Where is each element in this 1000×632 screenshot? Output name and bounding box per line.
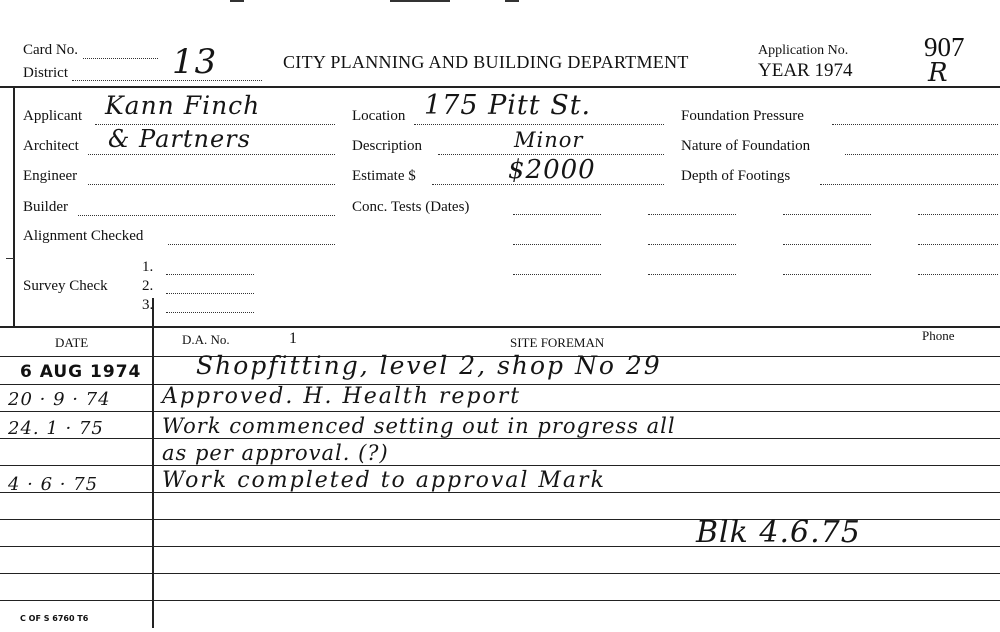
location-label: Location (352, 108, 406, 124)
table-top-rule (0, 326, 1000, 328)
conc-line (783, 214, 871, 215)
entry-date: 20 · 9 · 74 (8, 389, 111, 410)
entry-text: as per approval. (?) (162, 441, 389, 465)
application-no-value: 907 (924, 32, 965, 62)
district-label: District (23, 65, 68, 81)
margin-mark (6, 258, 14, 259)
card-no-line (83, 58, 158, 59)
estimate-value: $2000 (508, 155, 596, 185)
date-header: DATE (55, 335, 89, 350)
year-label: YEAR 1974 (758, 60, 853, 81)
builder-line (78, 215, 335, 216)
card-no-label: Card No. (23, 42, 78, 58)
conc-line (783, 274, 871, 275)
entry-text: Approved. H. Health report (162, 384, 522, 409)
description-label: Description (352, 138, 422, 154)
header-rule (0, 86, 1000, 88)
row-rule (0, 600, 1000, 601)
survey-number-3: 3. (142, 297, 154, 313)
survey-check-label: Survey Check (23, 278, 108, 294)
left-border (13, 86, 15, 328)
architect-value: & Partners (108, 125, 251, 153)
site-foreman-header: SITE FOREMAN (510, 335, 605, 350)
foundation-pressure-line (832, 124, 998, 125)
da-header: D.A. No. (182, 332, 230, 347)
architect-label: Architect (23, 138, 79, 154)
conc-line (648, 214, 736, 215)
application-suffix: R (928, 58, 949, 88)
alignment-label: Alignment Checked (23, 228, 144, 244)
form-code: C OF S 6760 T6 (20, 614, 89, 623)
conc-line (648, 244, 736, 245)
alignment-line (168, 244, 335, 245)
depth-footings-label: Depth of Footings (681, 168, 791, 184)
entry-date-stamp: 6 AUG 1974 (20, 362, 142, 382)
architect-line (88, 154, 335, 155)
signature: Blk 4.6.75 (696, 515, 861, 550)
applicant-value: Kann Finch (105, 91, 261, 120)
engineer-label: Engineer (23, 168, 78, 184)
conc-line (513, 274, 601, 275)
survey-number-1: 1. (142, 259, 154, 275)
card-no-value: 13 (172, 42, 218, 82)
survey-number-2: 2. (142, 278, 154, 294)
date-column-divider (152, 298, 154, 628)
conc-line (648, 274, 736, 275)
entry-date: 24. 1 · 75 (8, 418, 104, 439)
survey-line-1 (166, 274, 254, 275)
scan-mark (505, 0, 519, 2)
survey-line-3 (166, 312, 254, 313)
entry-text: Work commenced setting out in progress all (162, 414, 676, 438)
conc-line (513, 214, 601, 215)
scan-mark (230, 0, 244, 2)
row-rule (0, 465, 1000, 466)
nature-foundation-line (845, 154, 998, 155)
location-line (414, 124, 664, 125)
row-rule (0, 573, 1000, 574)
survey-line-2 (166, 293, 254, 294)
engineer-line (88, 184, 335, 185)
conc-line (918, 214, 998, 215)
scan-mark (390, 0, 450, 2)
application-no-label: Application No. (758, 43, 849, 58)
row-rule (0, 438, 1000, 439)
entry-date: 4 · 6 · 75 (8, 474, 99, 495)
conc-line (918, 274, 998, 275)
conc-line (513, 244, 601, 245)
row-rule (0, 411, 1000, 412)
da-value: 1 (289, 330, 297, 347)
department-title: CITY PLANNING AND BUILDING DEPARTMENT (283, 52, 689, 72)
location-value: 175 Pitt St. (424, 90, 592, 121)
conc-line (783, 244, 871, 245)
foundation-pressure-label: Foundation Pressure (681, 108, 804, 124)
estimate-label: Estimate $ (352, 168, 416, 184)
depth-footings-line (820, 184, 998, 185)
district-line (72, 80, 262, 81)
phone-header: Phone (922, 328, 955, 343)
entry-text: Shopfitting, level 2, shop No 29 (196, 351, 662, 380)
entry-text: Work completed to approval Mark (162, 468, 606, 493)
description-value: Minor (514, 128, 584, 152)
applicant-label: Applicant (23, 108, 83, 124)
conc-line (918, 244, 998, 245)
conc-tests-label: Conc. Tests (Dates) (352, 199, 470, 215)
builder-label: Builder (23, 199, 68, 215)
nature-foundation-label: Nature of Foundation (681, 138, 811, 154)
